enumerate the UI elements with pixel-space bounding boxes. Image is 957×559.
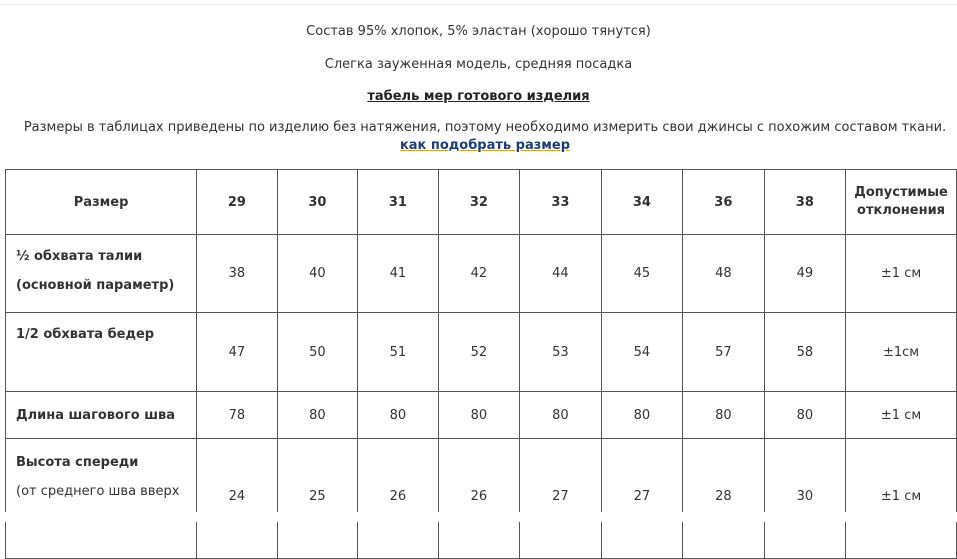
header-size: 36 [683,170,764,235]
table-cell: 26 [358,439,439,559]
table-cell: 51 [358,313,439,392]
row-label [6,313,197,392]
table-cell: 24 [197,439,278,559]
tolerance-cell: ±1 см [846,392,957,439]
size-table [5,169,957,559]
table-cell: 47 [197,313,278,392]
how-to-choose-size-link[interactable]: как подобрать размер [399,138,571,153]
row-label-sub: (от среднего шва вверх [16,484,180,499]
table-cell: 49 [764,235,845,313]
header-size: 31 [358,170,439,235]
size-note-text: Размеры в таблицах приведены по изделию без натяжения, поэтому необходимо измерить свои джинсы с похожим составом ткани. [23,120,947,135]
row-label-main: ½ обхвата талии [16,249,143,264]
table-cell: 30 [764,439,845,559]
table-cell: 44 [520,235,601,313]
table-cell: 80 [358,392,439,439]
table-cell: 80 [683,392,764,439]
table-cell: 58 [764,313,845,392]
table-cell: 41 [358,235,439,313]
bottom-clip [0,512,957,522]
header-size: 32 [438,170,519,235]
table-cell: 25 [277,439,358,559]
header-tolerance [846,170,957,235]
table-cell: 53 [520,313,601,392]
table-cell: 27 [520,439,601,559]
row-label-main: Длина шагового шва [16,407,176,423]
table-cell: 27 [601,439,682,559]
table-cell: 80 [764,392,845,439]
tolerance-cell: ±1 см [846,235,957,313]
table-cell: 48 [683,235,764,313]
header-size: 38 [764,170,845,235]
row-label [6,439,197,559]
top-divider [0,4,957,5]
header-size: 33 [520,170,601,235]
table-cell: 54 [601,313,682,392]
table-title-label: табель мер готового изделия [367,89,590,104]
composition-text: Состав 95% хлопок, 5% эластан (хорошо тянутся) [306,24,651,39]
table-cell: 45 [601,235,682,313]
table-cell: 80 [438,392,519,439]
table-cell: 38 [197,235,278,313]
table-cell: 40 [277,235,358,313]
row-label [6,392,197,439]
header-size: 30 [277,170,358,235]
header-size-label: Размер [6,170,197,235]
row-label-sub: (основной параметр) [16,278,175,293]
fit-text: Слегка зауженная модель, средняя посадка [324,57,633,72]
header-tolerance-line1: Допустимые [854,185,948,200]
table-header-row [6,170,957,235]
table-cell: 52 [438,313,519,392]
header-tolerance-line2: отклонения [857,203,946,218]
size-note [20,119,950,155]
table-cell: 26 [438,439,519,559]
row-label-main: 1/2 обхвата бедер [16,327,155,342]
header-size: 34 [601,170,682,235]
row-label [6,235,197,313]
table-cell: 42 [438,235,519,313]
table-cell: 50 [277,313,358,392]
table-row [6,313,957,392]
tolerance-cell: ±1 см [846,439,957,559]
tolerance-cell: ±1см [846,313,957,392]
table-title [0,89,957,104]
table-cell: 80 [277,392,358,439]
table-row [6,235,957,313]
table-cell: 80 [520,392,601,439]
table-cell: 28 [683,439,764,559]
table-cell: 80 [601,392,682,439]
table-cell: 57 [683,313,764,392]
table-cell: 78 [197,392,278,439]
row-label-main: Высота спереди [16,455,139,470]
table-row [6,439,957,559]
table-row [6,392,957,439]
header-size: 29 [197,170,278,235]
